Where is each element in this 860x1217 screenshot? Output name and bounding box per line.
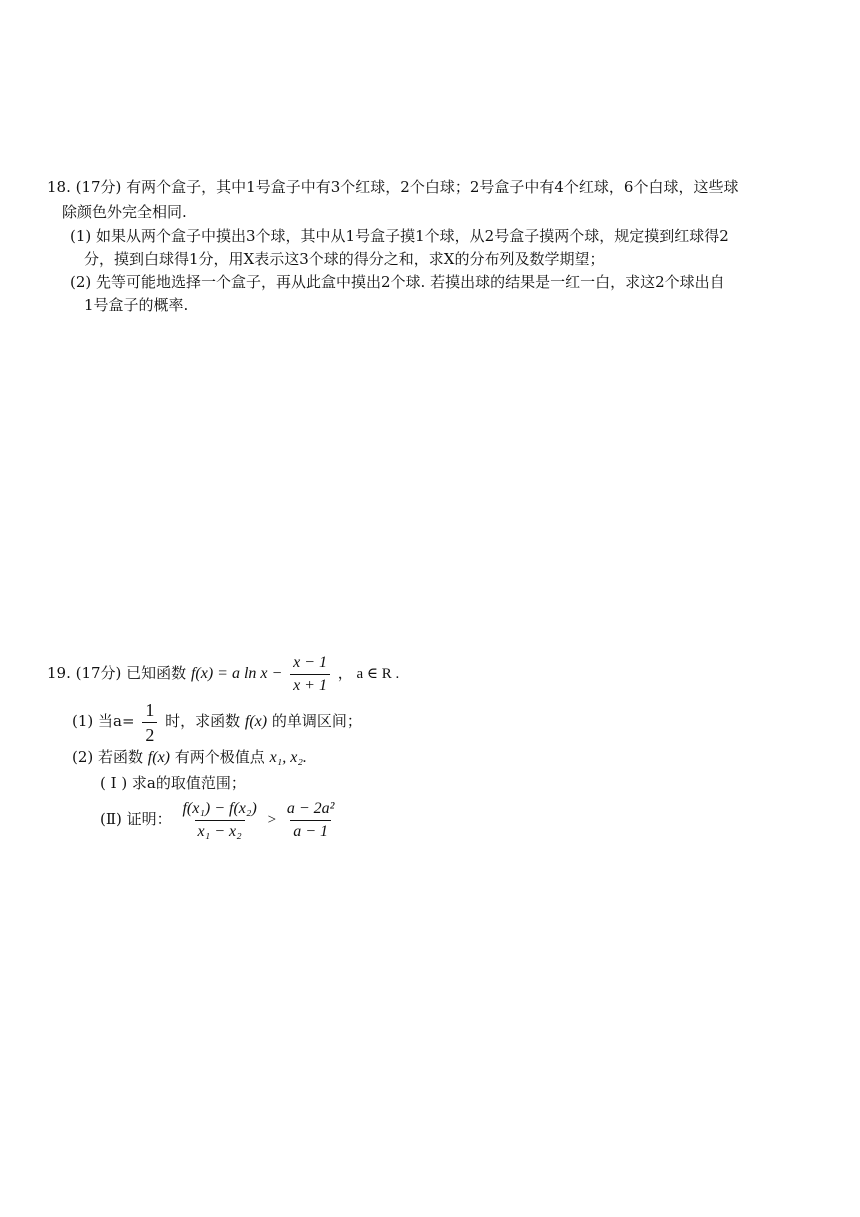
q18-part1-line-1: (1) 如果从两个盒子中摸出3个球，其中从1号盒子摸1个球，从2号盒子摸两个球，规定摸到红球得2 <box>70 227 729 245</box>
q18-part2-line-2: 1号盒子的概率. <box>84 296 189 314</box>
q18-line-2: 除颜色外完全相同. <box>62 203 187 221</box>
q19-part1-fx: f(x) <box>244 713 268 730</box>
q19-function-fraction <box>290 655 330 694</box>
q19-sub2-left-denominator: x₁ − x₂ <box>195 820 245 840</box>
q19-part1-text-a: (1) 当a= <box>72 712 135 730</box>
q19-prefix: 19. (17分) 已知函数 <box>47 664 191 682</box>
q19-part2-text-a: (2) 若函数 <box>72 748 148 766</box>
q19-fraction-numerator: x − 1 <box>293 653 327 671</box>
q19-sub2-right-denominator: a − 1 <box>290 820 331 840</box>
q19-part1-fraction <box>142 701 157 744</box>
q19-sub2-gt: > <box>267 812 277 828</box>
q19-fraction-denominator: x + 1 <box>290 674 330 694</box>
q19-part1 <box>72 699 362 743</box>
q19-sub1: ( Ⅰ ) 求a的取值范围； <box>100 774 246 792</box>
q19-part2 <box>72 746 307 769</box>
q19-part2-text-b: 有两个极值点 <box>174 748 265 766</box>
q19-part2-fx: f(x) <box>147 749 170 766</box>
q19-sub2-right-fraction <box>284 801 338 840</box>
q18-part1-line-2: 分，摸到白球得1分，用X表示这3个球的得分之和，求X的分布列及数学期望； <box>84 250 605 268</box>
q19-sub2-left-fraction <box>179 801 259 840</box>
q19-sub2-right-numerator: a − 2a² <box>286 799 335 817</box>
q18-part2-line-1: (2) 先等可能地选择一个盒子，再从此盒中摸出2个球. 若摸出球的结果是一红一白，求这2个球出自 <box>70 273 725 291</box>
q19-part1-numerator: 1 <box>145 699 155 720</box>
q19-function-lhs: f(x) = a ln x − <box>190 665 283 682</box>
q19-part1-text-c: 的单调区间； <box>271 712 362 730</box>
q19-sub2-label: (Ⅱ) 证明： <box>100 810 172 828</box>
q19-part1-text-b: 时，求函数 <box>165 712 245 730</box>
q18-line-1: 18. (17分) 有两个盒子，其中1号盒子中有3个红球，2个白球；2号盒子中有4个红球，6个白球，这些球 <box>47 178 739 196</box>
q19-condition: ， a ∈ R . <box>337 666 400 682</box>
q19-header <box>47 651 399 695</box>
q19-part2-points: x₁, x₂. <box>269 749 307 766</box>
q19-sub2-left-numerator: f(x₁) − f(x₂) <box>182 799 257 817</box>
q19-part1-denominator: 2 <box>142 722 157 744</box>
q19-sub2 <box>100 794 340 844</box>
